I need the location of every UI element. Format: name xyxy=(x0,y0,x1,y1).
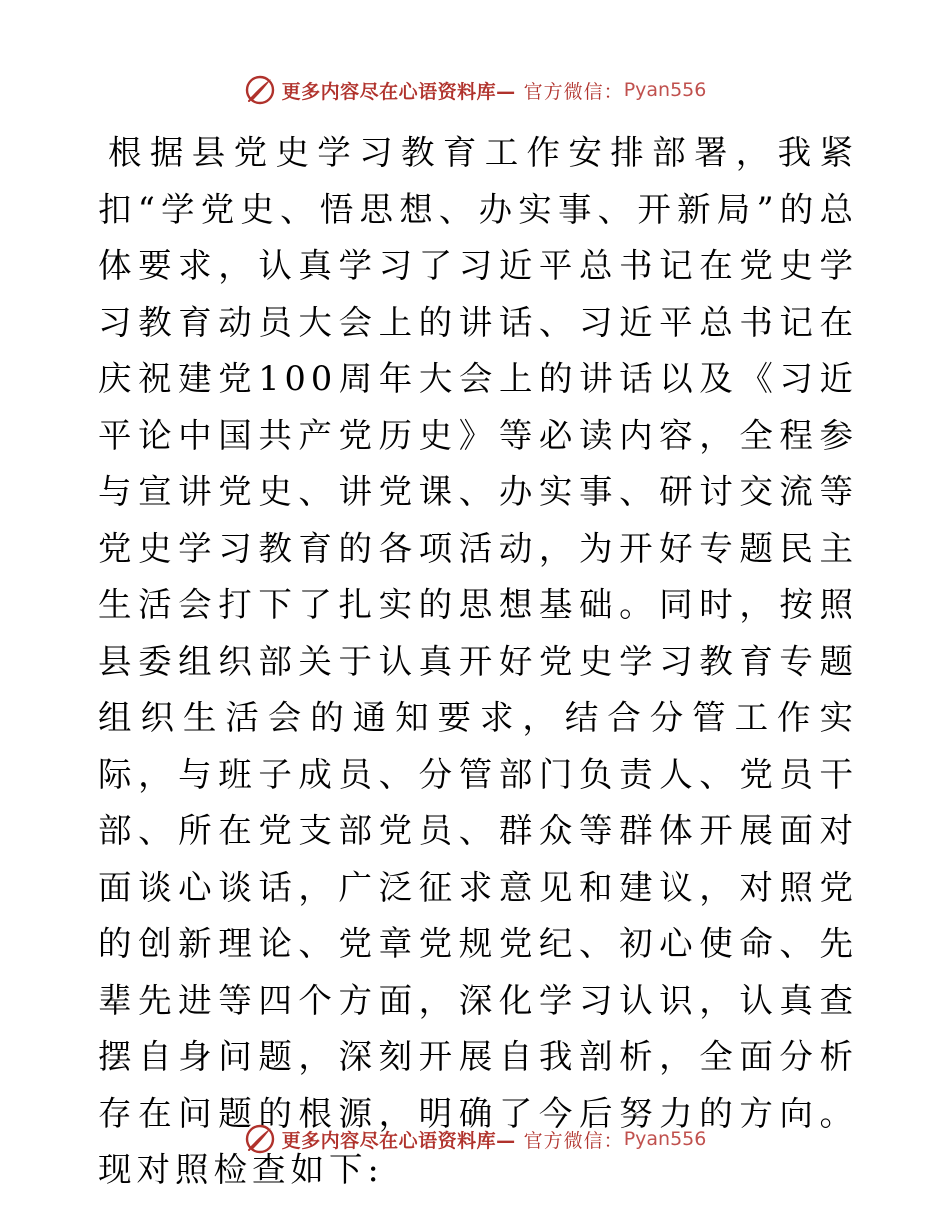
watermark-wechat-label: 官方微信： xyxy=(523,1129,624,1152)
body-paragraph: 根据县党史学习教育工作安排部署，我紧扣“学党史、悟思想、办实事、开新局”的总体要求，认真学习了习近平总书记在党史学习教育动员大会上的讲话、习近平总书记在庆祝建党100周年大会上的讲话以及《习近平论中国共产党历史》等必读内容，全程参与宣讲党史、讲党课、办实事、研讨交流等党史学习教育的各项活动，为开好专题民主生活会打下了扎实的思想基础。同时，按照县委组织部关于认真开好党史学习教育专题组织生活会的通知要求，结合分管工作实际，与班子成员、分管部门负责人、党员干部、所在党支部党员、群众等群体开展面对面谈心谈话，广泛征求意见和建议，对照党的创新理论、党章党规党纪、初心使命、先辈先进等四个方面，深化学习认识，认真查摆自身问题，深刻开展自我剖析，全面分析存在问题的根源，明确了今后努力的方向。现对照检查如下: xyxy=(98,133,858,1189)
watermark-wechat-id: Pyan556 xyxy=(623,1128,707,1150)
watermark-wechat-id: Pyan556 xyxy=(623,79,707,101)
quill-pen-logo-icon xyxy=(244,1123,276,1155)
document-body xyxy=(98,125,858,1199)
watermark-site-text: 更多内容尽在心语资料库— xyxy=(281,1129,516,1152)
quill-pen-logo-icon xyxy=(244,74,276,106)
watermark-wechat-label: 官方微信： xyxy=(523,80,624,103)
footer-watermark xyxy=(0,1119,950,1159)
watermark-site-text: 更多内容尽在心语资料库— xyxy=(281,80,516,103)
header-watermark xyxy=(0,70,950,110)
